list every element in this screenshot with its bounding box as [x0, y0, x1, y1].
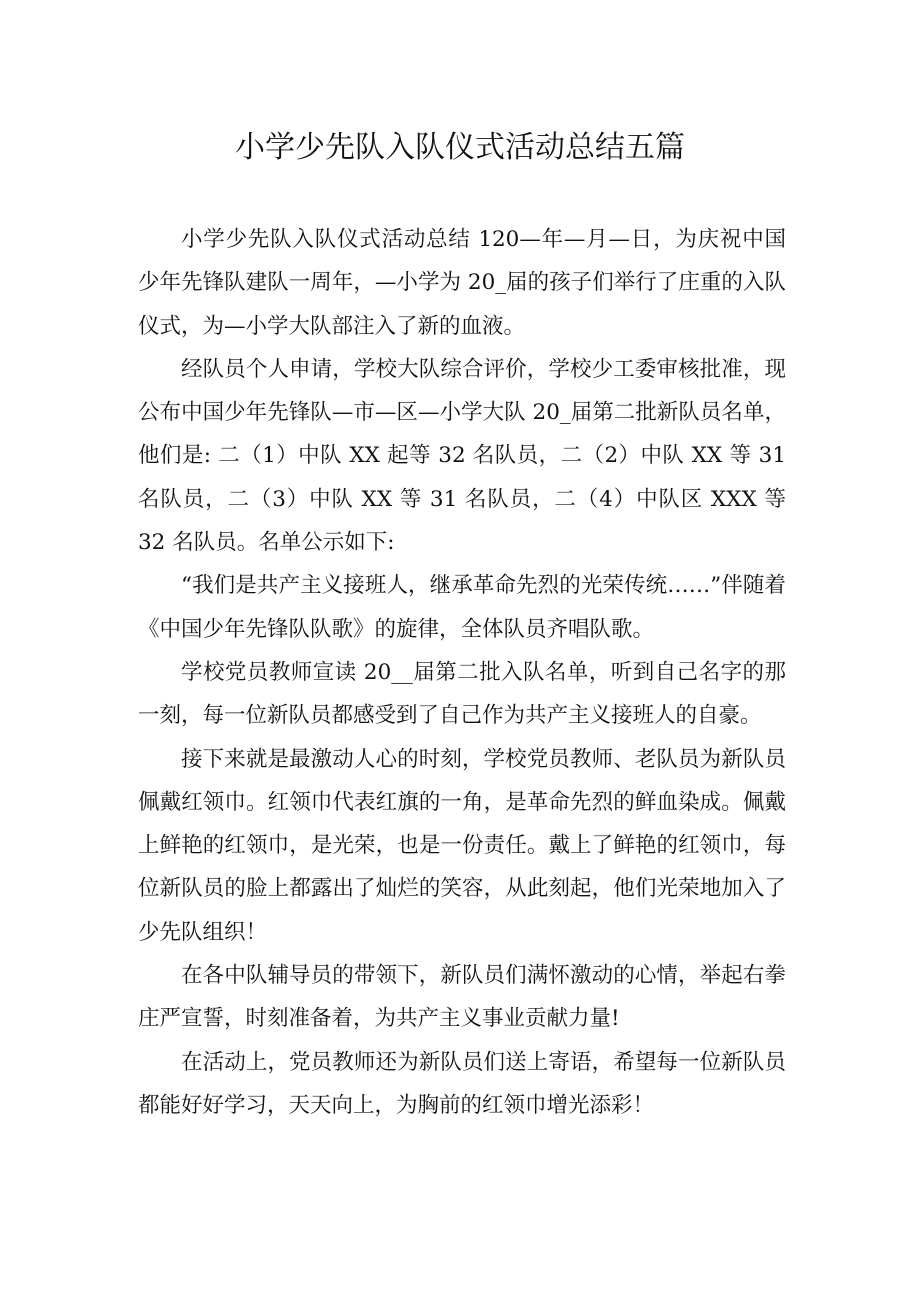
paragraph-6: 在各中队辅导员的带领下，新队员们满怀激动的心情，举起右拳庄严宣誓，时刻准备着，为共产主义事业贡献力量! — [138, 963, 786, 1032]
paragraph-7: 在活动上，党员教师还为新队员们送上寄语，希望每一位新队员都能好好学习，天天向上，为胸前的红领巾增光添彩！ — [138, 1049, 786, 1118]
document-title: 小学少先队入队仪式活动总结五篇 — [235, 130, 685, 165]
paragraph-5: 接下来就是最激动人心的时刻，学校党员教师、老队员为新队员佩戴红领巾。红领巾代表红旗的一角，是革命先烈的鲜血染成。佩戴上鲜艳的红领巾，是光荣，也是一份责任。戴上了鲜艳的红领巾，每位新队员的脸上都露出了灿烂的笑容，从此刻起，他们光荣地加入了少先队组织！ — [138, 746, 786, 945]
paragraph-1: 小学少先队入队仪式活动总结 120—年—月—日，为庆祝中国少年先锋队建队一周年，—小学为 20_届的孩子们举行了庄重的入队仪式，为—小学大队部注入了新的血液。 — [138, 227, 786, 339]
paragraph-3: “我们是共产主义接班人，继承革命先烈的光荣传统……”伴随着《中国少年先锋队队歌》的旋律，全体队员齐唱队歌。 — [138, 573, 786, 642]
paragraph-4: 学校党员教师宣读 20__届第二批入队名单，听到自己名字的那一刻，每一位新队员都感受到了自己作为共产主义接班人的自豪。 — [138, 659, 786, 729]
paragraph-2: 经队员个人申请，学校大队综合评价，学校少工委审核批准，现公布中国少年先锋队—市—区—小学大队 20_届第二批新队员名单，他们是: 二（1）中队 XX 起等 32 名队员，二（2）中队 XX 等 31 名队员，二（3）中队 XX 等 31 名队员，二（4）中队区 XXX 等 32 名队员。名单公示如下: — [138, 356, 786, 556]
document-body — [138, 218, 786, 1127]
